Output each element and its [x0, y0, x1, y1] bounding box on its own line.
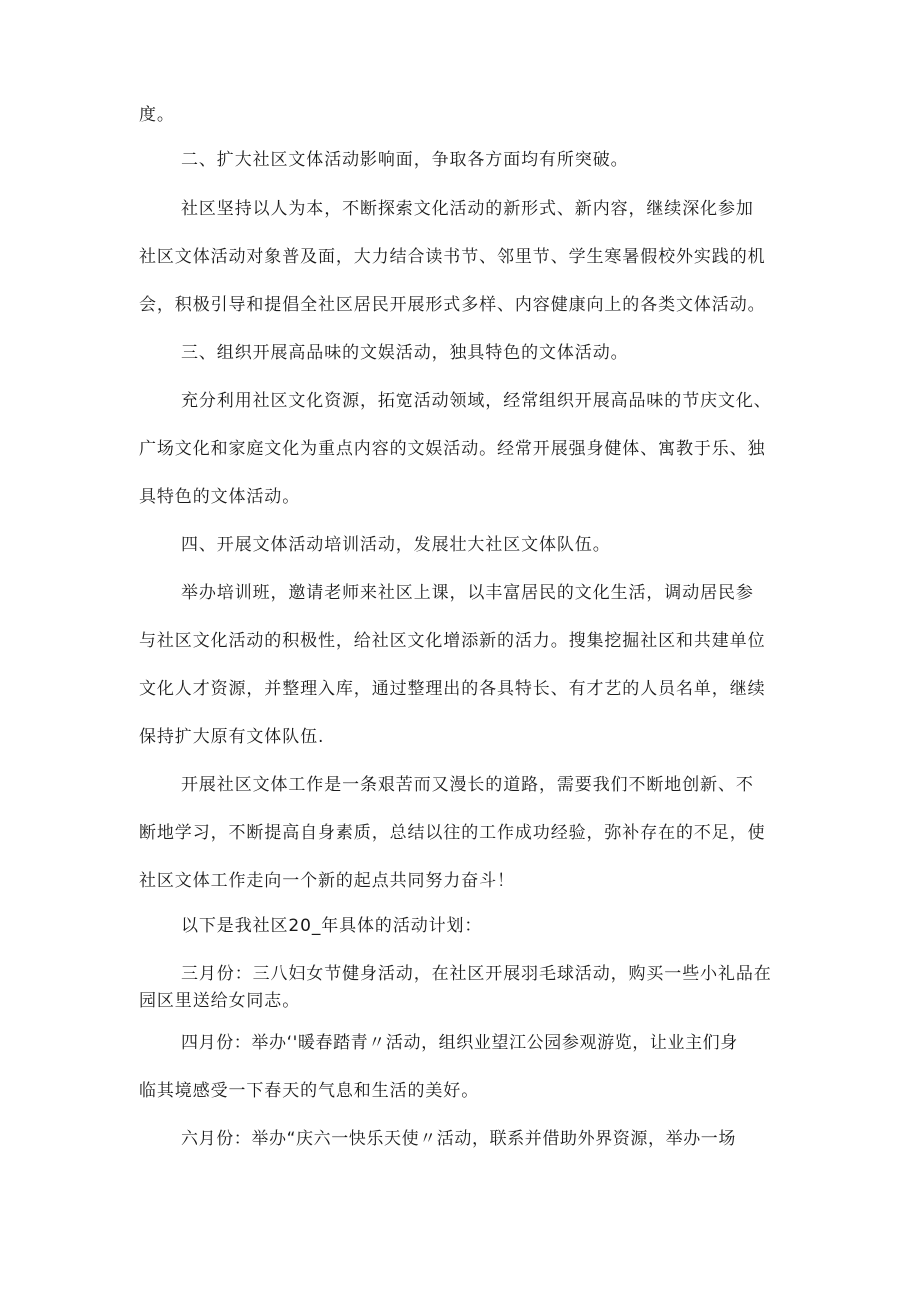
text-line: 具特色的文体活动。 [139, 487, 301, 507]
text-line: 会，积极引导和提倡全社区居民开展形式多样、内容健康向上的各类文体活动。 [139, 295, 766, 315]
text-line: 四月份：举办‘'暖春踏青〃活动，组织业望江公园参观游览，让业主们身 [181, 1033, 738, 1053]
text-line: 广场文化和家庭文化为重点内容的文娱活动。经常开展强身健体、寓教于乐、独 [139, 439, 766, 459]
text-line: 与社区文化活动的积极性，给社区文化增添新的活力。搜集挖掘社区和共建单位 [139, 631, 766, 651]
text-line: 社区文体活动对象普及面，大力结合读书节、邻里节、学生寒暑假校外实践的机 [139, 247, 766, 267]
text-line: 度。 [139, 105, 175, 125]
text-line: 文化人才资源，并整理入库，通过整理出的各具特长、有才艺的人员名单，继续 [139, 679, 766, 699]
text-line: 社区坚持以人为本，不断探索文化活动的新形式、新内容，继续深化参加 [181, 199, 754, 219]
text-line: 断地学习，不断提高自身素质，总结以往的工作成功经验，弥补存在的不足，使 [139, 823, 766, 843]
text-line: 园区里送给女同志。 [139, 991, 301, 1011]
text-line: 举办培训班，邀请老师来社区上课，以丰富居民的文化生活，调动居民参 [181, 583, 754, 603]
text-line: 保持扩大原有文体队伍. [139, 727, 325, 747]
section-heading: 四、开展文体活动培训活动，发展壮大社区文体队伍。 [181, 535, 611, 555]
text-line: 六月份：举办“庆六一快乐天使〃活动，联系并借助外界资源，举办一场 [181, 1129, 737, 1149]
text-line: 社区文体工作走向一个新的起点共同努力奋斗！ [139, 871, 515, 891]
text-line: 充分利用社区文化资源，拓宽活动领域，经常组织开展高品味的节庆文化、 [181, 391, 772, 411]
text-line: 三月份：三八妇女节健身活动，在社区开展羽毛球活动，购买一些小礼品在 [181, 964, 772, 984]
text-line: 临其境感受一下春天的气息和生活的美好。 [139, 1081, 480, 1101]
text-line: 开展社区文体工作是一条艰苦而又漫长的道路，需要我们不断地创新、不 [181, 775, 754, 795]
section-heading: 二、扩大社区文体活动影响面，争取各方面均有所突破。 [181, 150, 629, 170]
text-line: 以下是我社区20_年具体的活动计划： [181, 916, 483, 936]
section-heading: 三、组织开展高品味的文娱活动，独具特色的文体活动。 [181, 343, 629, 363]
